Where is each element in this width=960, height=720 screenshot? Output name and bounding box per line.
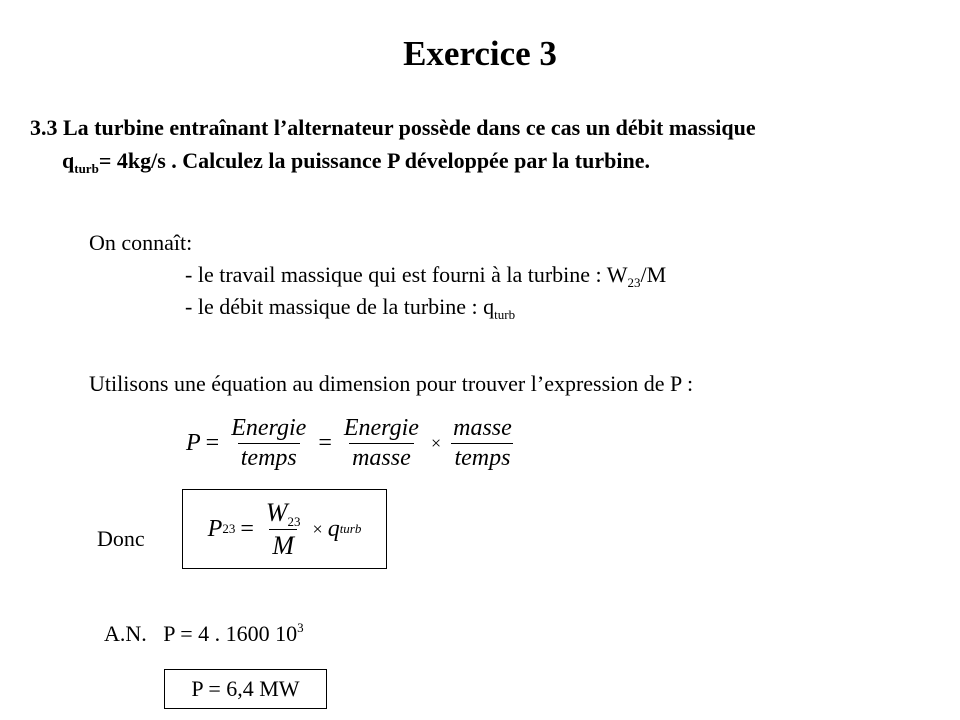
eq2-num-sub: 23 xyxy=(287,513,301,529)
known-item-2-text: - le débit massique de la turbine : q xyxy=(185,294,495,319)
eq2-times: × xyxy=(312,518,323,539)
eq1-lhs: P xyxy=(186,430,201,456)
equation-dimension xyxy=(186,415,519,472)
eq2-fraction xyxy=(263,498,304,561)
result-box: P = 6,4 MW xyxy=(164,669,327,709)
eq1-equals-2: = xyxy=(318,430,332,456)
eq1-f2-den: masse xyxy=(349,443,414,472)
an-expr: P = 4 . 1600 10 xyxy=(163,621,298,646)
an-line xyxy=(104,621,304,647)
equation-power-box: P 23 = $\frac{W_{23}}{M}$ × q turb xyxy=(182,489,387,569)
eq2-q: q xyxy=(327,515,340,542)
known-item-2-sub: turb xyxy=(494,307,516,322)
eq1-f2-num: Energie xyxy=(343,415,419,441)
eq1-fraction-1 xyxy=(228,415,309,472)
eq2-den: M xyxy=(269,529,297,561)
page-title: Exercice 3 xyxy=(403,34,557,73)
eq1-equals: = xyxy=(205,430,220,456)
eq2-equals: = xyxy=(240,515,254,542)
known-item-1-text: - le travail massique qui est fourni à la turbine : W xyxy=(185,262,628,287)
eq2-lhs: P xyxy=(207,515,223,542)
eq1-fraction-2 xyxy=(341,415,422,472)
known-heading: On connaît: xyxy=(89,230,193,255)
eq1-fraction-3 xyxy=(450,415,515,472)
method-text: Utilisons une équation au dimension pour trouver l’expression de P : xyxy=(89,371,694,396)
eq1-f3-den: temps xyxy=(451,443,513,472)
eq2-num: W xyxy=(265,497,288,527)
known-item-1-sub: 23 xyxy=(627,275,641,290)
eq1-f3-num: masse xyxy=(453,415,512,441)
known-item-1 xyxy=(185,262,666,288)
eq1-f1-num: Energie xyxy=(231,415,307,441)
known-item-2 xyxy=(185,294,515,320)
eq2-numerator xyxy=(263,498,304,529)
q-subscript: turb xyxy=(74,161,99,176)
eq1-f1-den: temps xyxy=(238,443,300,472)
question-line-1: 3.3 La turbine entraînant l’alternateur possède dans ce cas un débit massique xyxy=(30,115,756,140)
an-exponent: 3 xyxy=(297,620,304,635)
eq1-times: × xyxy=(430,433,442,453)
question-line-2-rest: = 4kg/s . Calculez la puissance P développée par la turbine. xyxy=(98,148,650,173)
an-label: A.N. xyxy=(104,621,147,646)
question-line-2 xyxy=(62,148,650,174)
q-symbol: q xyxy=(62,148,75,173)
known-item-1-tail: /M xyxy=(640,262,667,287)
donc-label: Donc xyxy=(97,526,145,551)
